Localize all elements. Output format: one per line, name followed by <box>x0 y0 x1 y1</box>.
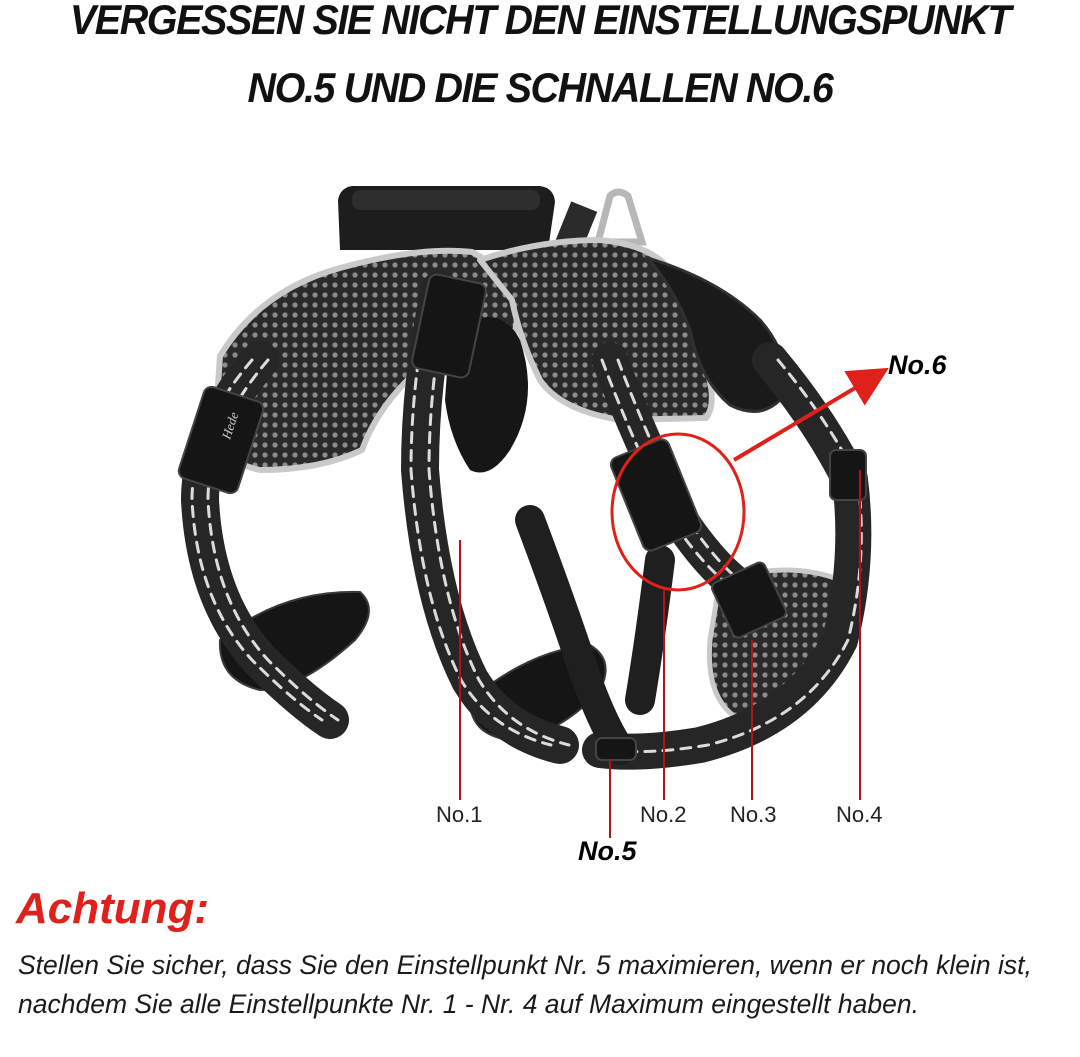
label-no1: No.1 <box>436 802 483 827</box>
warning-text: Stellen Sie sicher, dass Sie den Einstellpunkt Nr. 5 maximieren, wenn er noch klein ist, nachdem Sie alle Einstellpunkte Nr. 1 - Nr. 4 auf Maximum eingestellt haben. <box>18 950 1032 1019</box>
label-no6: No.6 <box>888 350 947 380</box>
label-no5: No.5 <box>578 836 637 866</box>
d-ring <box>598 192 642 242</box>
buckle-brand-logo: Hede <box>218 410 242 441</box>
label-no4: No.4 <box>836 802 883 827</box>
headline-line-2: NO.5 UND DIE SCHNALLEN NO.6 <box>247 64 833 111</box>
warning-title: Achtung: <box>16 884 210 933</box>
handle <box>338 186 555 250</box>
label-no3: No.3 <box>730 802 777 827</box>
label-no2: No.2 <box>640 802 687 827</box>
headline-line-1: VERGESSEN SIE NICHT DEN EINSTELLUNGSPUNKT <box>69 0 1011 43</box>
